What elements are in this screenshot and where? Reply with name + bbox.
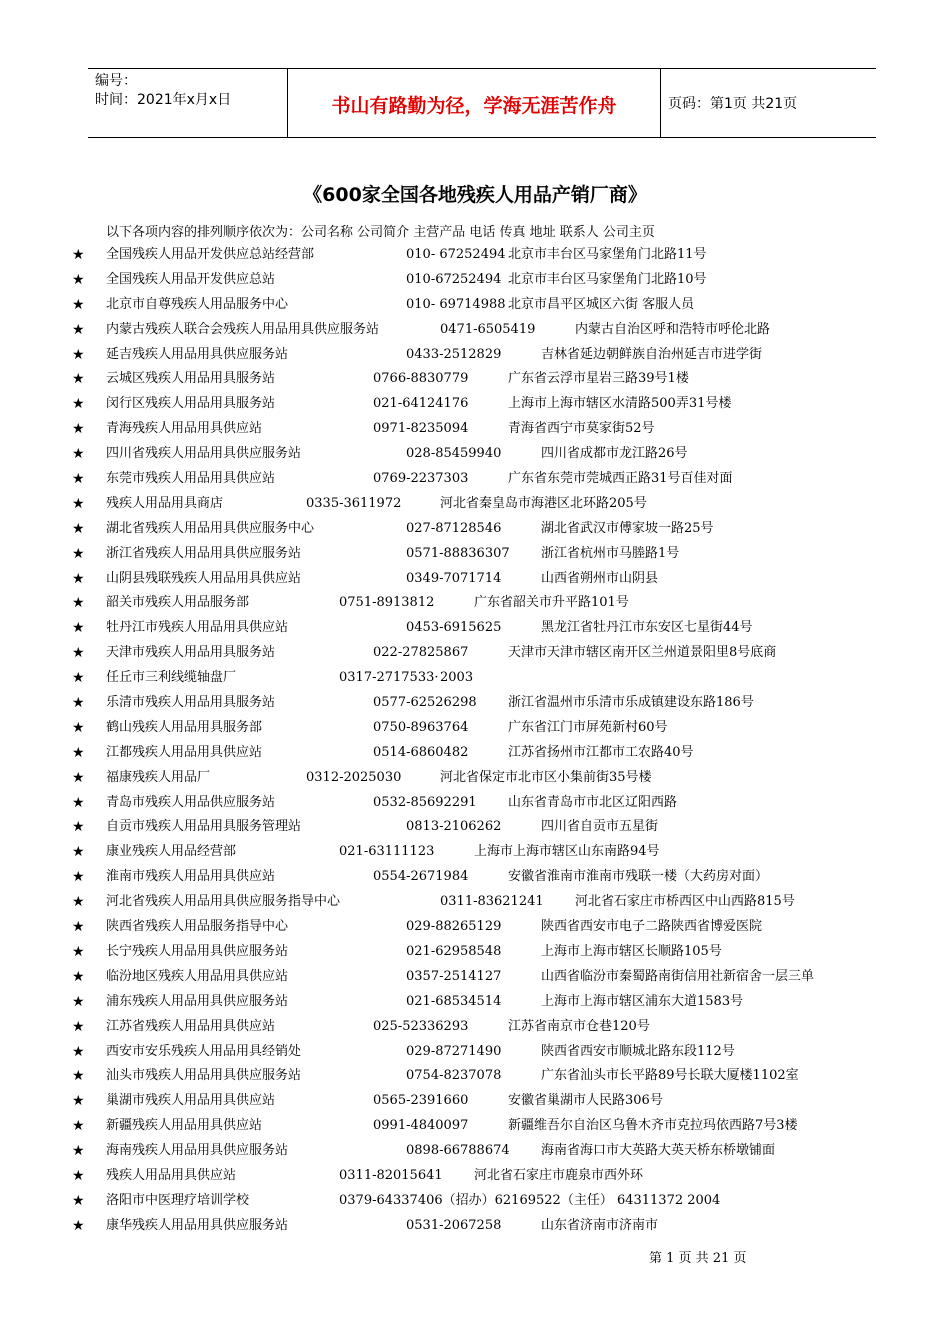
company-address: 山西省临汾市秦蜀路南街信用社新宿舍一层三单 [541, 968, 815, 984]
list-item [0, 691, 950, 716]
company-name: 洛阳市中医理疗培训学校 [106, 1192, 250, 1208]
company-phone: 021-62958548 [406, 943, 502, 959]
company-phone: 0379-64337406（招办）62169522（主任） 64311372 2004 [339, 1192, 721, 1208]
company-address: 江苏省南京市仓巷120号 [508, 1018, 650, 1034]
list-item [0, 641, 950, 666]
company-phone: 029-87271490 [406, 1043, 502, 1059]
list-item [0, 666, 950, 691]
company-address: 山东省青岛市市北区辽阳西路 [508, 794, 678, 810]
list-item [0, 268, 950, 293]
company-address: 山西省朔州市山阴县 [541, 570, 659, 586]
company-address: 青海省西宁市莫家街52号 [508, 421, 655, 437]
time-label: 时间：2021年x月x日 [95, 92, 232, 108]
star-icon: ★ [72, 1118, 85, 1135]
company-phone: 0565-2391660 [373, 1093, 469, 1109]
company-address: 上海市上海市辖区山东南路94号 [474, 844, 660, 860]
list-item [0, 542, 950, 567]
company-phone: 022-27825867 [373, 645, 469, 661]
company-address: 四川省成都市龙江路26号 [541, 446, 688, 462]
company-name: 全国残疾人用品开发供应总站 [106, 271, 276, 287]
company-name: 山阴县残联残疾人用品用具供应站 [106, 570, 302, 586]
company-address: 海南省海口市大英路大英天桥东桥墩铺面 [541, 1143, 776, 1159]
company-name: 全国残疾人用品开发供应总站经营部 [106, 247, 315, 262]
company-phone: 0532-85692291 [373, 794, 477, 810]
list-item [0, 1089, 950, 1114]
star-icon: ★ [72, 396, 85, 413]
company-address: 上海市上海市辖区长顺路105号 [541, 943, 722, 959]
company-address: 新疆维吾尔自治区乌鲁木齐市克拉玛依西路7号3楼 [508, 1118, 798, 1134]
company-name: 乐清市残疾人用品用具服务站 [106, 695, 276, 711]
star-icon: ★ [72, 471, 85, 488]
list-item [0, 1164, 950, 1189]
list-item [0, 616, 950, 641]
company-name: 西安市安乐残疾人用品用具经销处 [106, 1043, 302, 1059]
company-address: 广东省江门市屏苑新村60号 [508, 719, 668, 735]
company-name: 湖北省残疾人用品用具供应服务中心 [106, 520, 315, 536]
list-item [0, 367, 950, 392]
company-name: 江都残疾人用品用具供应站 [106, 744, 263, 760]
company-phone: 028-85459940 [406, 446, 502, 462]
star-icon: ★ [72, 1093, 85, 1110]
list-item [0, 915, 950, 940]
list-item [0, 417, 950, 442]
company-name: 韶关市残疾人用品服务部 [106, 595, 250, 611]
company-address: 2003 [440, 670, 474, 686]
star-icon: ★ [72, 1143, 85, 1160]
number-label: 编号： [95, 73, 137, 89]
company-address: 陕西省西安市顺城北路东段112号 [541, 1043, 735, 1059]
company-phone: 021-64124176 [373, 396, 469, 412]
list-item [0, 965, 950, 990]
company-phone: 0750-8963764 [373, 719, 469, 735]
list-item [0, 1114, 950, 1139]
company-address: 浙江省温州市乐清市乐成镇建设东路186号 [508, 695, 754, 711]
company-address: 北京市昌平区城区六街 客服人员 [508, 296, 695, 312]
company-name: 汕头市残疾人用品用具供应服务站 [106, 1068, 302, 1084]
list-item [0, 567, 950, 592]
company-address: 北京市丰台区马家堡角门北路11号 [508, 247, 707, 262]
star-icon: ★ [72, 595, 85, 612]
company-phone: 0769-2237303 [373, 471, 469, 487]
company-name: 浙江省残疾人用品用具供应服务站 [106, 545, 302, 561]
company-name: 江苏省残疾人用品用具供应站 [106, 1018, 276, 1034]
company-address: 江苏省扬州市江都市工农路40号 [508, 744, 694, 760]
star-icon: ★ [72, 495, 85, 512]
star-icon: ★ [72, 271, 85, 288]
star-icon: ★ [72, 993, 85, 1010]
star-icon: ★ [72, 346, 85, 363]
star-icon: ★ [72, 819, 85, 836]
company-phone: 0514-6860482 [373, 744, 469, 760]
company-name: 残疾人用品用具商店 [106, 495, 224, 511]
list-item [0, 741, 950, 766]
company-phone: 025-52336293 [373, 1018, 469, 1034]
company-name: 延吉残疾人用品用具供应服务站 [106, 346, 289, 362]
list-item [0, 766, 950, 791]
company-name: 河北省残疾人用品用具供应服务指导中心 [106, 894, 341, 910]
list-item [0, 1214, 950, 1239]
star-icon: ★ [72, 695, 85, 712]
company-name: 康华残疾人用品用具供应服务站 [106, 1217, 289, 1233]
company-phone: 0577-62526298 [373, 695, 477, 711]
page-footer: 第 1 页 共 21 页 [649, 1251, 747, 1266]
star-icon: ★ [72, 570, 85, 587]
company-address: 河北省石家庄市鹿泉市西外环 [474, 1167, 644, 1183]
company-address: 湖北省武汉市傅家坡一路25号 [541, 520, 714, 536]
star-icon: ★ [72, 943, 85, 960]
company-phone: 0312-2025030 [306, 769, 402, 785]
company-name: 天津市残疾人用品用具服务站 [106, 645, 276, 661]
company-phone: 0531-2067258 [406, 1217, 502, 1233]
company-phone: 010- 69714988 [406, 296, 506, 312]
company-name: 陕西省残疾人用品服务指导中心 [106, 919, 289, 935]
company-address: 广东省汕头市长平路89号长联大厦楼1102室 [541, 1068, 799, 1084]
company-name: 康业残疾人用品经营部 [106, 844, 237, 860]
star-icon: ★ [72, 919, 85, 936]
company-address: 广东省云浮市星岩三路39号1楼 [508, 371, 689, 387]
company-name: 牡丹江市残疾人用品用具供应站 [106, 620, 289, 636]
star-icon: ★ [72, 794, 85, 811]
company-phone: 0471-6505419 [440, 321, 536, 337]
company-phone: 027-87128546 [406, 520, 502, 536]
list-item [0, 517, 950, 542]
list-item [0, 442, 950, 467]
company-name: 淮南市残疾人用品用具供应站 [106, 869, 276, 885]
company-name: 青海残疾人用品用具供应站 [106, 421, 263, 437]
star-icon: ★ [72, 247, 85, 263]
company-phone: 0357-2514127 [406, 968, 502, 984]
company-name: 东莞市残疾人用品用具供应站 [106, 471, 276, 487]
company-address: 河北省秦皇岛市海港区北环路205号 [440, 495, 647, 511]
company-name: 新疆残疾人用品用具供应站 [106, 1118, 263, 1134]
company-name: 四川省残疾人用品用具供应服务站 [106, 446, 302, 462]
company-phone: 0317-2717533· [339, 670, 439, 686]
list-item [0, 492, 950, 517]
star-icon: ★ [72, 1018, 85, 1035]
company-name: 临汾地区残疾人用品用具供应站 [106, 968, 289, 984]
star-icon: ★ [72, 968, 85, 985]
company-phone: 0453-6915625 [406, 620, 502, 636]
star-icon: ★ [72, 1167, 85, 1184]
company-name: 云城区残疾人用品用具服务站 [106, 371, 276, 387]
list-item [0, 392, 950, 417]
company-address: 北京市丰台区马家堡角门北路10号 [508, 271, 707, 287]
company-name: 任丘市三利线缆轴盘厂 [106, 670, 237, 686]
company-name: 巢湖市残疾人用品用具供应站 [106, 1093, 276, 1109]
company-name: 浦东残疾人用品用具供应服务站 [106, 993, 289, 1009]
company-phone: 0311-83621241 [440, 894, 544, 910]
company-address: 上海市上海市辖区水清路500弄31号楼 [508, 396, 732, 412]
page-header [88, 68, 876, 138]
star-icon: ★ [72, 321, 85, 338]
company-phone: 0433-2512829 [406, 346, 502, 362]
list-item [0, 791, 950, 816]
list-item [0, 591, 950, 616]
company-name: 北京市自尊残疾人用品服务中心 [106, 296, 289, 312]
company-address: 浙江省杭州市马塍路1号 [541, 545, 680, 561]
list-item [0, 1064, 950, 1089]
company-address: 陕西省西安市电子二路陕西省博爱医院 [541, 919, 763, 935]
list-item [0, 243, 950, 268]
manufacturer-list [0, 243, 950, 1239]
company-address: 黑龙江省牡丹江市东安区七星街44号 [541, 620, 753, 636]
company-name: 鹤山残疾人用品用具服务部 [106, 719, 263, 735]
star-icon: ★ [72, 371, 85, 388]
company-address: 山东省济南市济南市 [541, 1217, 659, 1233]
star-icon: ★ [72, 894, 85, 911]
company-address: 广东省韶关市升平路101号 [474, 595, 629, 611]
company-phone: 0991-4840097 [373, 1118, 469, 1134]
company-phone: 0751-8913812 [339, 595, 435, 611]
header-meta [95, 72, 231, 110]
list-item [0, 840, 950, 865]
company-address: 河北省保定市北市区小集前街35号楼 [440, 769, 652, 785]
list-item [0, 940, 950, 965]
star-icon: ★ [72, 1192, 85, 1209]
company-phone: 0813-2106262 [406, 819, 502, 835]
intro-text: 以下各项内容的排列顺序依次为：公司名称 公司简介 主营产品 电话 传真 地址 联系人 公司主页 [106, 225, 655, 240]
company-phone: 0754-8237078 [406, 1068, 502, 1084]
company-phone: 0571-88836307 [406, 545, 510, 561]
list-item [0, 990, 950, 1015]
list-item [0, 716, 950, 741]
company-phone: 021-68534514 [406, 993, 502, 1009]
company-address: 天津市天津市辖区南开区兰州道景阳里8号底商 [508, 645, 777, 661]
list-item [0, 343, 950, 368]
list-item [0, 1139, 950, 1164]
star-icon: ★ [72, 769, 85, 786]
header-divider [660, 69, 661, 137]
company-phone: 029-88265129 [406, 919, 502, 935]
company-phone: 010- 67252494 [406, 247, 506, 262]
star-icon: ★ [72, 719, 85, 736]
company-phone: 0898-66788674 [406, 1143, 510, 1159]
company-address: 安徽省巢湖市人民路306号 [508, 1093, 663, 1109]
list-item [0, 865, 950, 890]
star-icon: ★ [72, 645, 85, 662]
company-name: 海南残疾人用品用具供应服务站 [106, 1143, 289, 1159]
company-name: 长宁残疾人用品用具供应服务站 [106, 943, 289, 959]
company-phone: 0971-8235094 [373, 421, 469, 437]
list-item [0, 890, 950, 915]
star-icon: ★ [72, 620, 85, 637]
company-address: 上海市上海市辖区浦东大道1583号 [541, 993, 744, 1009]
company-address: 河北省石家庄市桥西区中山西路815号 [575, 894, 795, 910]
company-phone: 0335-3611972 [306, 495, 402, 511]
star-icon: ★ [72, 545, 85, 562]
company-address: 吉林省延边朝鲜族自治州延吉市进学街 [541, 346, 763, 362]
list-item [0, 293, 950, 318]
list-item [0, 467, 950, 492]
company-name: 青岛市残疾人用品供应服务站 [106, 794, 276, 810]
company-address: 安徽省淮南市淮南市残联一楼（大药房对面） [508, 869, 769, 885]
company-name: 福康残疾人用品厂 [106, 769, 211, 785]
company-phone: 0766-8830779 [373, 371, 469, 387]
company-name: 内蒙古残疾人联合会残疾人用品用具供应服务站 [106, 321, 380, 337]
company-address: 广东省东莞市莞城西正路31号百佳对面 [508, 471, 733, 487]
list-item [0, 318, 950, 343]
company-phone: 021-63111123 [339, 844, 435, 860]
list-item [0, 1040, 950, 1065]
company-address: 四川省自贡市五星街 [541, 819, 659, 835]
company-phone: 0311-82015641 [339, 1167, 443, 1183]
document-title: 《600家全国各地残疾人用品产销厂商》 [303, 184, 647, 206]
company-name: 闵行区残疾人用品用具服务站 [106, 396, 276, 412]
star-icon: ★ [72, 869, 85, 886]
star-icon: ★ [72, 844, 85, 861]
star-icon: ★ [72, 446, 85, 463]
company-address: 内蒙古自治区呼和浩特市呼伦北路 [575, 321, 771, 337]
star-icon: ★ [72, 421, 85, 438]
star-icon: ★ [72, 296, 85, 313]
star-icon: ★ [72, 1043, 85, 1060]
star-icon: ★ [72, 520, 85, 537]
header-page-label: 页码：第1页 共21页 [668, 96, 798, 112]
company-phone: 0349-7071714 [406, 570, 502, 586]
list-item [0, 1015, 950, 1040]
star-icon: ★ [72, 1068, 85, 1085]
company-phone: 0554-2671984 [373, 869, 469, 885]
company-name: 自贡市残疾人用品用具服务管理站 [106, 819, 302, 835]
company-name: 残疾人用品用具供应站 [106, 1167, 237, 1183]
star-icon: ★ [72, 1217, 85, 1234]
header-motto: 书山有路勤为径，学海无涯苦作舟 [331, 95, 617, 117]
list-item [0, 1189, 950, 1214]
star-icon: ★ [72, 744, 85, 761]
star-icon: ★ [72, 670, 85, 687]
company-phone: 010-67252494 [406, 271, 502, 287]
list-item [0, 815, 950, 840]
